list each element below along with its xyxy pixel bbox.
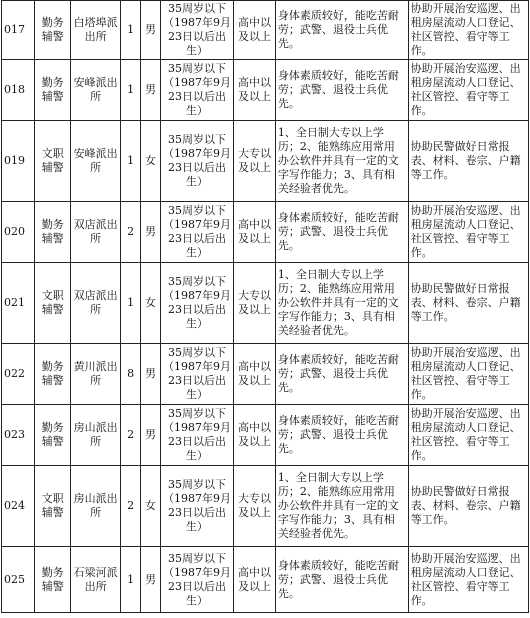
- work-unit: 双店派出所: [71, 263, 121, 344]
- other-requirements: 身体素质较好，能吃苦耐劳；武警、退役士兵优先。: [275, 60, 408, 121]
- position-number: 017: [2, 1, 35, 60]
- gender: 女: [141, 121, 161, 202]
- age-requirement: 35周岁以下（1987年9月23日以后出生）: [160, 344, 233, 405]
- position-type: 文职辅警: [35, 263, 71, 344]
- job-duties: 协助开展治安巡逻、出租房屋流动人口登记、社区管控、看守等工作。: [408, 405, 528, 466]
- other-requirements: 身体素质较好，能吃苦耐劳；武警、退役士兵优先。: [275, 1, 408, 60]
- work-unit: 双店派出所: [71, 202, 121, 263]
- hire-count: 1: [121, 1, 141, 60]
- other-requirements: 1、全日制大专以上学历；2、能熟练应用常用办公软件并具有一定的文字写作能力；3、具有相关经验者优先。: [275, 121, 408, 202]
- hire-count: 1: [121, 60, 141, 121]
- hire-count: 1: [121, 121, 141, 202]
- gender: 男: [141, 60, 161, 121]
- age-requirement: 35周岁以下（1987年9月23日以后出生）: [160, 466, 233, 547]
- hire-count: 1: [121, 547, 141, 613]
- gender: 男: [141, 1, 161, 60]
- table-row: [2, 547, 529, 613]
- work-unit: 安峰派出所: [71, 121, 121, 202]
- position-type: 文职辅警: [35, 466, 71, 547]
- gender: 女: [141, 466, 161, 547]
- job-duties: 协助开展治安巡逻、出租房屋流动人口登记、社区管控、看守等工作。: [408, 1, 528, 60]
- position-type: 勤务辅警: [35, 547, 71, 613]
- age-requirement: 35周岁以下（1987年9月23日以后出生）: [160, 547, 233, 613]
- education-requirement: 大专以及以上: [234, 263, 276, 344]
- table-row: [2, 263, 529, 344]
- table-row: [2, 121, 529, 202]
- other-requirements: 身体素质较好，能吃苦耐劳；武警、退役士兵优先。: [275, 547, 408, 613]
- table-row: [2, 202, 529, 263]
- other-requirements: 身体素质较好，能吃苦耐劳；武警、退役士兵优先。: [275, 405, 408, 466]
- position-number: 018: [2, 60, 35, 121]
- job-duties: 协助民警做好日常报表、材料、卷宗、户籍等工作。: [408, 263, 528, 344]
- hire-count: 2: [121, 466, 141, 547]
- recruitment-table: [1, 0, 529, 613]
- hire-count: 8: [121, 344, 141, 405]
- age-requirement: 35周岁以下（1987年9月23日以后出生）: [160, 60, 233, 121]
- education-requirement: 高中以及以上: [234, 202, 276, 263]
- age-requirement: 35周岁以下（1987年9月23日以后出生）: [160, 121, 233, 202]
- education-requirement: 大专以及以上: [234, 121, 276, 202]
- age-requirement: 35周岁以下（1987年9月23日以后出生）: [160, 202, 233, 263]
- table-row: [2, 344, 529, 405]
- position-type: 勤务辅警: [35, 344, 71, 405]
- gender: 男: [141, 547, 161, 613]
- position-number: 022: [2, 344, 35, 405]
- hire-count: 2: [121, 202, 141, 263]
- work-unit: 安峰派出所: [71, 60, 121, 121]
- hire-count: 1: [121, 263, 141, 344]
- gender: 女: [141, 263, 161, 344]
- table-row: [2, 466, 529, 547]
- position-number: 021: [2, 263, 35, 344]
- table-row: [2, 60, 529, 121]
- education-requirement: 高中以及以上: [234, 405, 276, 466]
- position-number: 020: [2, 202, 35, 263]
- work-unit: 房山派出所: [71, 466, 121, 547]
- position-type: 文职辅警: [35, 121, 71, 202]
- job-duties: 协助开展治安巡逻、出租房屋流动人口登记、社区管控、看守等工作。: [408, 344, 528, 405]
- education-requirement: 高中以及以上: [234, 344, 276, 405]
- age-requirement: 35周岁以下（1987年9月23日以后出生）: [160, 263, 233, 344]
- other-requirements: 1、全日制大专以上学历；2、能熟练应用常用办公软件并具有一定的文字写作能力；3、具有相关经验者优先。: [275, 263, 408, 344]
- other-requirements: 1、全日制大专以上学历；2、能熟练应用常用办公软件并具有一定的文字写作能力；3、具有相关经验者优先。: [275, 466, 408, 547]
- position-type: 勤务辅警: [35, 1, 71, 60]
- hire-count: 2: [121, 405, 141, 466]
- age-requirement: 35周岁以下（1987年9月23日以后出生）: [160, 1, 233, 60]
- other-requirements: 身体素质较好，能吃苦耐劳；武警、退役士兵优先。: [275, 344, 408, 405]
- education-requirement: 高中以及以上: [234, 547, 276, 613]
- work-unit: 白塔埠派出所: [71, 1, 121, 60]
- gender: 男: [141, 202, 161, 263]
- other-requirements: 身体素质较好，能吃苦耐劳；武警、退役士兵优先。: [275, 202, 408, 263]
- position-type: 勤务辅警: [35, 405, 71, 466]
- work-unit: 房山派出所: [71, 405, 121, 466]
- education-requirement: 高中以及以上: [234, 60, 276, 121]
- age-requirement: 35周岁以下（1987年9月23日以后出生）: [160, 405, 233, 466]
- job-duties: 协助民警做好日常报表、材料、卷宗、户籍等工作。: [408, 121, 528, 202]
- position-number: 025: [2, 547, 35, 613]
- table-row: [2, 405, 529, 466]
- gender: 男: [141, 405, 161, 466]
- job-duties: 协助民警做好日常报表、材料、卷宗、户籍等工作。: [408, 466, 528, 547]
- job-duties: 协助开展治安巡逻、出租房屋流动人口登记、社区管控、看守等工作。: [408, 547, 528, 613]
- table-row: [2, 1, 529, 60]
- position-type: 勤务辅警: [35, 202, 71, 263]
- job-duties: 协助开展治安巡逻、出租房屋流动人口登记、社区管控、看守等工作。: [408, 60, 528, 121]
- position-number: 019: [2, 121, 35, 202]
- gender: 男: [141, 344, 161, 405]
- work-unit: 石梁河派出所: [71, 547, 121, 613]
- education-requirement: 大专以及以上: [234, 466, 276, 547]
- position-type: 勤务辅警: [35, 60, 71, 121]
- education-requirement: 高中以及以上: [234, 1, 276, 60]
- work-unit: 黄川派出所: [71, 344, 121, 405]
- position-number: 023: [2, 405, 35, 466]
- job-duties: 协助开展治安巡逻、出租房屋流动人口登记、社区管控、看守等工作。: [408, 202, 528, 263]
- position-number: 024: [2, 466, 35, 547]
